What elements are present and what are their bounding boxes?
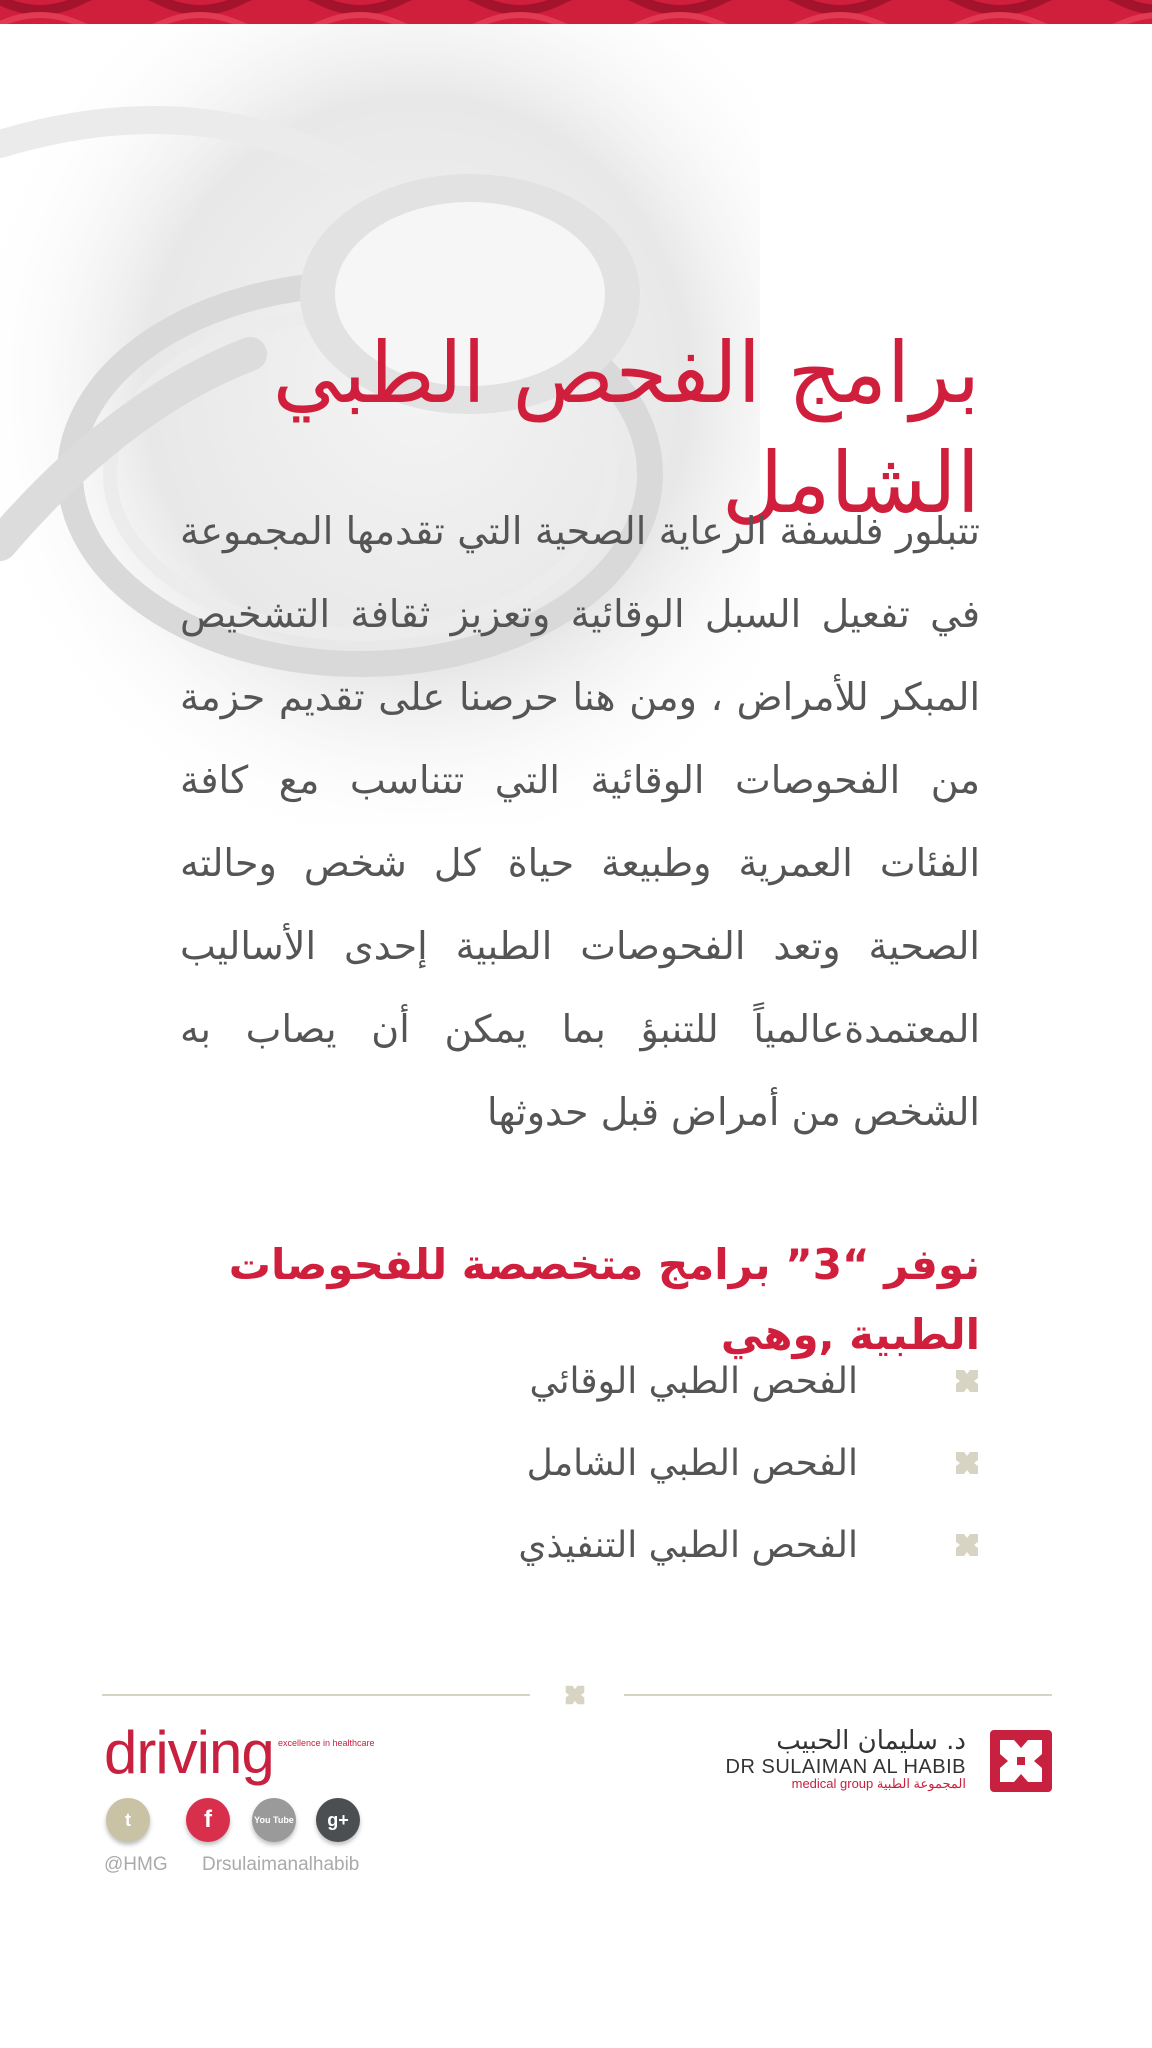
program-label-comprehensive: الفحص الطبي الشامل (526, 1442, 858, 1484)
programs-heading: نوفر “3” برامج متخصصة للفحوصات الطبية ,وهي (228, 1240, 980, 1359)
wave-pattern-icon (0, 0, 1152, 24)
driving-brand-logo: driving (104, 1719, 274, 1786)
logo-english-name: DR SULAIMAN AL HABIB (725, 1756, 966, 1778)
decorative-top-band (0, 0, 1152, 24)
cross-bullet-icon (954, 1368, 980, 1394)
cross-bullet-icon (954, 1450, 980, 1476)
intro-paragraph: تتبلور فلسفة الرعاية الصحية التي تقدمها المجموعة في تفعيل السبل الوقائية وتعزيز ثقافة التشخيص المبكر للأمراض ، ومن هنا حرصنا على تقديم حزمة من الفحوصات الوقائية التي تتناسب مع كافة الفئات العمرية وطبيعة حياة كل شخص وحالته الصحية وتعد الفحوصات الطبية إحدى الأساليب المعتمدةعالمياً للتنبؤ بما يمكن أن يصاب به الشخص من أمراض قبل حدوثها (180, 509, 980, 1134)
programs-list (380, 1340, 980, 1586)
list-item (380, 1504, 980, 1586)
logo-subtitle: medical group المجموعة الطبية (791, 1776, 966, 1791)
cross-bullet-icon (954, 1532, 980, 1558)
page-title: برامج الفحص الطبي الشامل (272, 324, 980, 532)
program-label-preventive: الفحص الطبي الوقائي (529, 1360, 858, 1402)
facebook-icon[interactable]: f (186, 1798, 230, 1842)
brand-tagline: excellence in healthcare (278, 1738, 375, 1748)
list-item (380, 1340, 980, 1422)
cross-divider-icon (564, 1684, 586, 1706)
footer-divider-right (624, 1694, 1052, 1696)
social-handle[interactable]: Drsulaimanalhabib (202, 1854, 360, 1875)
googleplus-icon[interactable]: g+ (316, 1798, 360, 1842)
footer-divider-left (102, 1694, 530, 1696)
logo-arabic-name: د. سليمان الحبيب (776, 1726, 966, 1756)
twitter-icon[interactable]: t (106, 1798, 150, 1842)
hospital-logo-icon (990, 1730, 1052, 1792)
youtube-icon[interactable]: You Tube (252, 1798, 296, 1842)
program-label-executive: الفحص الطبي التنفيذي (518, 1524, 858, 1566)
twitter-handle[interactable]: @HMG (104, 1854, 168, 1875)
list-item (380, 1422, 980, 1504)
